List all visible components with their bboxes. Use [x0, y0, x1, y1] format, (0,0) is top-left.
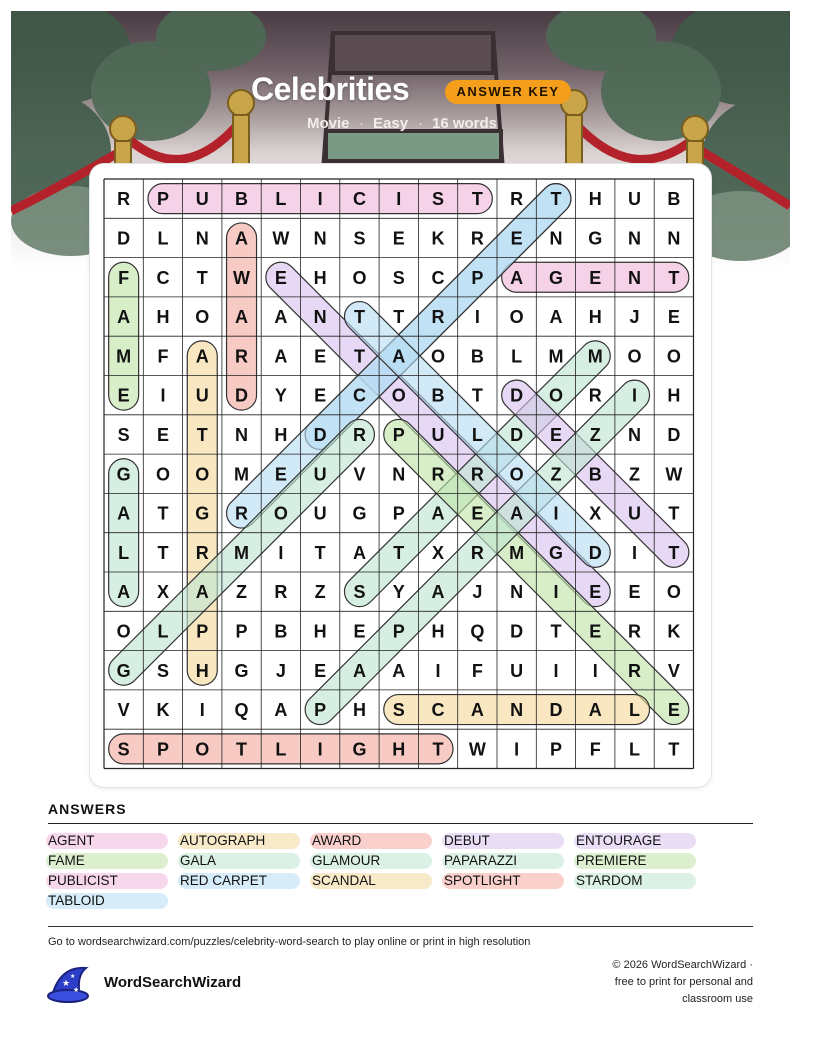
answer-word	[180, 852, 300, 869]
grid-letter[interactable]: N	[313, 228, 327, 249]
grid-letter[interactable]: R	[588, 385, 602, 406]
grid-letter[interactable]: O	[195, 464, 210, 485]
grid-letter[interactable]: G	[352, 739, 367, 760]
grid-letter[interactable]: R	[352, 424, 366, 445]
grid-letter[interactable]: B	[588, 464, 602, 485]
grid-letter[interactable]: V	[667, 660, 680, 681]
grid-letter[interactable]: I	[553, 503, 559, 524]
grid-letter[interactable]: H	[313, 267, 327, 288]
grid-letter[interactable]: T	[196, 424, 208, 445]
grid-letter[interactable]: I	[553, 660, 559, 681]
grid-letter[interactable]: C	[156, 267, 170, 288]
grid-letter[interactable]: I	[514, 739, 520, 760]
grid-letter[interactable]: E	[314, 660, 327, 681]
grid-letter[interactable]: E	[549, 424, 562, 445]
grid-letter[interactable]: H	[352, 700, 366, 721]
grid-letter[interactable]: J	[472, 582, 483, 603]
answer-word	[180, 832, 300, 849]
grid-letter[interactable]: U	[195, 385, 209, 406]
grid-letter[interactable]: T	[393, 307, 405, 328]
grid-letter[interactable]: N	[628, 424, 642, 445]
grid-letter[interactable]: W	[272, 228, 290, 249]
grid-letter[interactable]: X	[156, 582, 169, 603]
grid-letter[interactable]: F	[157, 346, 169, 367]
grid-letter[interactable]: Y	[274, 385, 287, 406]
grid-letter[interactable]: H	[274, 424, 288, 445]
grid-letter[interactable]: I	[199, 700, 205, 721]
grid-letter[interactable]: O	[195, 307, 210, 328]
grid-letter[interactable]: O	[273, 503, 288, 524]
grid-letter[interactable]: D	[235, 385, 249, 406]
grid-letter[interactable]: E	[392, 228, 405, 249]
divider	[48, 823, 753, 824]
page-title: Celebrities	[251, 71, 410, 107]
grid-letter[interactable]: G	[234, 660, 249, 681]
grid-letter[interactable]: E	[117, 385, 130, 406]
grid-letter[interactable]: O	[431, 346, 446, 367]
grid-letter[interactable]: H	[392, 739, 406, 760]
copyright-line: © 2026 WordSearchWizard ·	[612, 959, 753, 971]
grid-letter[interactable]: F	[589, 739, 601, 760]
grid-letter[interactable]: O	[548, 385, 563, 406]
grid-letter[interactable]: U	[431, 424, 445, 445]
grid-letter[interactable]: O	[155, 464, 170, 485]
grid-letter[interactable]: A	[274, 307, 288, 328]
grid-letter[interactable]: A	[392, 660, 406, 681]
grid-letter[interactable]: J	[629, 307, 640, 328]
grid-letter[interactable]: H	[431, 621, 445, 642]
grid-letter[interactable]: S	[117, 739, 130, 760]
grid-letter[interactable]: H	[156, 307, 170, 328]
answer-word	[444, 852, 564, 869]
grid-letter[interactable]: E	[156, 424, 169, 445]
grid-letter[interactable]: Z	[550, 464, 562, 485]
grid-letter[interactable]: Q	[234, 700, 249, 721]
meta-category: Movie	[307, 115, 350, 132]
answer-label: PREMIERE	[576, 853, 647, 868]
grid-letter[interactable]: U	[313, 464, 327, 485]
grid-letter[interactable]: H	[588, 307, 602, 328]
meta-separator: ·	[418, 115, 423, 132]
grid-letter[interactable]: A	[352, 660, 366, 681]
grid-letter[interactable]: H	[588, 189, 602, 210]
answer-label: DEBUT	[444, 833, 490, 848]
grid-letter[interactable]: T	[668, 542, 680, 563]
grid-letter[interactable]: L	[275, 739, 287, 760]
grid-letter[interactable]: R	[431, 307, 445, 328]
grid-letter[interactable]: P	[196, 621, 209, 642]
grid-letter[interactable]: L	[157, 621, 169, 642]
grid-letter[interactable]: N	[392, 464, 406, 485]
grid-letter[interactable]: P	[549, 739, 562, 760]
grid-letter[interactable]: T	[393, 542, 405, 563]
letter-layer	[116, 189, 682, 759]
grid-letter[interactable]: T	[432, 739, 444, 760]
grid-letter[interactable]: W	[233, 267, 251, 288]
grid-letter[interactable]: D	[510, 621, 524, 642]
grid-letter[interactable]: E	[314, 385, 327, 406]
answer-label: ENTOURAGE	[576, 833, 662, 848]
grid-letter[interactable]: W	[468, 739, 486, 760]
answer-word	[312, 872, 432, 889]
grid-letter[interactable]: T	[314, 542, 326, 563]
grid-letter[interactable]: T	[157, 542, 169, 563]
grid-letter[interactable]: R	[510, 189, 524, 210]
grid-letter[interactable]: A	[117, 307, 131, 328]
grid-letter[interactable]: D	[588, 542, 602, 563]
grid-letter[interactable]: I	[632, 385, 638, 406]
grid-letter[interactable]: A	[117, 582, 131, 603]
grid-letter[interactable]: O	[666, 346, 681, 367]
grid-letter[interactable]: I	[317, 189, 323, 210]
grid-letter[interactable]: U	[195, 189, 209, 210]
grid-letter[interactable]: G	[548, 542, 563, 563]
grid-letter[interactable]: P	[392, 621, 405, 642]
grid-letter[interactable]: L	[511, 346, 523, 367]
grid-letter[interactable]: T	[157, 503, 169, 524]
grid-letter[interactable]: M	[509, 542, 525, 563]
answer-label: GLAMOUR	[312, 853, 381, 868]
grid-letter[interactable]: T	[668, 267, 680, 288]
grid-letter[interactable]: T	[471, 385, 483, 406]
grid-letter[interactable]: Q	[470, 621, 485, 642]
grid-letter[interactable]: A	[588, 700, 602, 721]
grid-letter[interactable]: U	[628, 503, 642, 524]
grid-letter[interactable]: T	[550, 189, 562, 210]
copyright-notice	[573, 957, 753, 1008]
grid-letter[interactable]: N	[628, 267, 642, 288]
copyright-line: classroom use	[682, 993, 753, 1005]
grid-letter[interactable]: R	[628, 660, 642, 681]
answer-label: GALA	[180, 853, 217, 868]
answer-key-badge: ANSWER KEY	[445, 80, 571, 104]
grid-letter[interactable]: R	[628, 621, 642, 642]
grid-letter[interactable]: V	[353, 464, 366, 485]
grid-letter[interactable]: T	[353, 346, 365, 367]
grid-letter[interactable]: R	[274, 582, 288, 603]
grid-letter[interactable]: P	[156, 739, 169, 760]
meta-word-count: 16 words	[432, 115, 498, 132]
grid-letter[interactable]: A	[195, 346, 209, 367]
grid-letter[interactable]: R	[470, 228, 484, 249]
grid-letter[interactable]: Z	[589, 424, 601, 445]
grid-letter[interactable]: E	[589, 582, 602, 603]
grid-letter[interactable]: S	[353, 228, 366, 249]
grid-letter[interactable]: T	[236, 739, 248, 760]
grid-letter[interactable]: H	[195, 660, 209, 681]
grid-letter[interactable]: A	[431, 503, 445, 524]
grid-letter[interactable]: F	[118, 267, 130, 288]
grid-letter[interactable]: S	[432, 189, 445, 210]
grid-letter[interactable]: E	[353, 621, 366, 642]
grid-letter[interactable]: M	[587, 346, 603, 367]
grid-letter[interactable]: G	[588, 228, 603, 249]
svg-text:★: ★	[70, 973, 76, 980]
divider	[48, 926, 753, 927]
grid-letter[interactable]: P	[471, 267, 484, 288]
answers-list	[48, 832, 753, 914]
answer-word	[312, 832, 432, 849]
grid-letter[interactable]: A	[431, 582, 445, 603]
answer-label: TABLOID	[48, 893, 105, 908]
grid-letter[interactable]: R	[431, 464, 445, 485]
grid-letter[interactable]: M	[234, 464, 250, 485]
grid-letter[interactable]: A	[235, 307, 249, 328]
grid-letter[interactable]: C	[352, 385, 366, 406]
answer-word	[444, 872, 564, 889]
answer-word	[180, 872, 300, 889]
grid-letter[interactable]: X	[589, 503, 602, 524]
grid-letter[interactable]: N	[313, 307, 327, 328]
grid-letter[interactable]: T	[668, 739, 680, 760]
grid-letter[interactable]: S	[392, 267, 405, 288]
grid-letter[interactable]: R	[470, 464, 484, 485]
answer-label: AWARD	[312, 833, 362, 848]
grid-letter[interactable]: E	[510, 228, 523, 249]
grid-letter[interactable]: S	[117, 424, 130, 445]
grid-letter[interactable]: U	[628, 189, 642, 210]
answer-word	[48, 832, 168, 849]
grid-letter[interactable]: R	[117, 189, 131, 210]
grid-letter[interactable]: D	[510, 424, 524, 445]
grid-letter[interactable]: E	[667, 700, 680, 721]
grid-letter[interactable]: L	[157, 228, 169, 249]
grid-letter[interactable]: O	[627, 346, 642, 367]
grid-letter[interactable]: B	[274, 621, 288, 642]
grid-letter[interactable]: H	[667, 385, 681, 406]
grid-letter[interactable]: I	[474, 307, 480, 328]
grid-letter[interactable]: O	[352, 267, 367, 288]
answer-word	[576, 832, 696, 849]
grid-letter[interactable]: C	[352, 189, 366, 210]
answer-label: SPOTLIGHT	[444, 873, 521, 888]
grid-letter[interactable]: R	[195, 542, 209, 563]
grid-letter[interactable]: T	[471, 189, 483, 210]
answer-word	[48, 872, 168, 889]
grid-letter[interactable]: A	[510, 267, 524, 288]
grid-letter[interactable]: N	[235, 424, 249, 445]
grid-letter[interactable]: I	[435, 660, 441, 681]
grid-letter[interactable]: Z	[629, 464, 641, 485]
grid-letter[interactable]: A	[274, 346, 288, 367]
grid-letter[interactable]: I	[396, 189, 402, 210]
grid-letter[interactable]: N	[510, 582, 524, 603]
answer-word	[576, 852, 696, 869]
answer-word	[48, 852, 168, 869]
grid-letter[interactable]: B	[667, 189, 681, 210]
grid-letter[interactable]: K	[667, 621, 681, 642]
grid-letter[interactable]: G	[195, 503, 210, 524]
grid-letter[interactable]: E	[628, 582, 641, 603]
grid-letter[interactable]: R	[470, 542, 484, 563]
answers-heading: ANSWERS	[48, 801, 127, 817]
grid-letter[interactable]: O	[509, 464, 524, 485]
grid-letter[interactable]: M	[234, 542, 250, 563]
grid-letter[interactable]: C	[431, 700, 445, 721]
grid-letter[interactable]: D	[117, 228, 131, 249]
grid-letter[interactable]: Y	[392, 582, 405, 603]
copyright-line: free to print for personal and	[614, 976, 753, 988]
grid-letter[interactable]: M	[116, 346, 132, 367]
footer-link-text[interactable]: Go to wordsearchwizard.com/puzzles/celebrity-word-search to play online or print in high resolution	[48, 936, 531, 948]
brand-name: WordSearchWizard	[104, 974, 242, 991]
answer-label: PUBLICIST	[48, 873, 118, 888]
grid-letter[interactable]: P	[235, 621, 248, 642]
grid-letter[interactable]: N	[549, 228, 563, 249]
grid-letter[interactable]: U	[510, 660, 524, 681]
answer-label: SCANDAL	[312, 873, 376, 888]
grid-letter[interactable]: A	[274, 700, 288, 721]
grid-letter[interactable]: O	[666, 582, 681, 603]
grid-letter[interactable]: I	[592, 660, 598, 681]
grid-letter[interactable]: L	[629, 700, 641, 721]
answer-label: AUTOGRAPH	[180, 833, 266, 848]
grid-letter[interactable]: C	[431, 267, 445, 288]
grid-letter[interactable]: D	[667, 424, 681, 445]
grid-letter[interactable]: Z	[314, 582, 326, 603]
grid-letter[interactable]: X	[432, 542, 445, 563]
grid-letter[interactable]: O	[116, 621, 131, 642]
grid-letter[interactable]: E	[314, 346, 327, 367]
svg-text:★: ★	[62, 979, 71, 989]
grid-letter[interactable]: E	[589, 621, 602, 642]
grid-letter[interactable]: R	[235, 503, 249, 524]
grid-letter[interactable]: A	[549, 307, 563, 328]
answer-label: FAME	[48, 853, 85, 868]
grid-letter[interactable]: G	[116, 660, 131, 681]
wizard-hat-icon	[46, 962, 94, 1006]
grid-letter[interactable]: N	[628, 228, 642, 249]
grid-letter[interactable]: B	[431, 385, 445, 406]
grid-letter[interactable]: I	[632, 542, 638, 563]
grid-letter[interactable]: D	[510, 385, 524, 406]
grid-letter[interactable]: I	[317, 739, 323, 760]
grid-letter[interactable]: M	[548, 346, 564, 367]
grid-letter[interactable]: L	[118, 542, 130, 563]
grid-letter[interactable]: P	[156, 189, 169, 210]
answer-label: RED CARPET	[180, 873, 268, 888]
grid-letter[interactable]: G	[116, 464, 131, 485]
grid-letter[interactable]: G	[548, 267, 563, 288]
grid-letter[interactable]: S	[392, 700, 405, 721]
grid-letter[interactable]: E	[589, 267, 602, 288]
grid-letter[interactable]: P	[314, 700, 327, 721]
svg-text:★: ★	[73, 986, 80, 994]
grid-letter[interactable]: L	[275, 189, 287, 210]
grid-letter[interactable]: T	[668, 503, 680, 524]
grid-letter[interactable]: U	[313, 503, 327, 524]
answer-word	[444, 832, 564, 849]
grid-letter[interactable]: J	[275, 660, 286, 681]
grid-letter[interactable]: N	[510, 700, 524, 721]
grid-letter[interactable]: T	[196, 267, 208, 288]
grid-letter[interactable]: L	[471, 424, 483, 445]
answer-word	[312, 852, 432, 869]
grid-letter[interactable]: V	[117, 700, 130, 721]
grid-letter[interactable]: D	[549, 700, 563, 721]
grid-letter[interactable]: P	[392, 503, 405, 524]
grid-letter[interactable]: A	[195, 582, 209, 603]
grid-letter[interactable]: O	[391, 385, 406, 406]
grid-letter[interactable]: L	[629, 739, 641, 760]
grid-letter[interactable]: O	[509, 307, 524, 328]
grid-letter[interactable]: N	[195, 228, 209, 249]
answer-word	[48, 892, 168, 909]
grid-letter[interactable]: W	[665, 464, 683, 485]
grid-letter[interactable]: I	[278, 542, 284, 563]
meta-separator: ·	[359, 115, 364, 132]
grid-letter[interactable]: A	[352, 542, 366, 563]
grid-letter[interactable]: H	[313, 621, 327, 642]
grid-letter[interactable]: T	[550, 621, 562, 642]
grid-letter[interactable]: A	[117, 503, 131, 524]
grid-letter[interactable]: R	[235, 346, 249, 367]
grid-letter[interactable]: S	[156, 660, 169, 681]
answer-word	[576, 872, 696, 889]
grid-letter[interactable]: A	[392, 346, 406, 367]
grid-letter[interactable]: E	[274, 267, 287, 288]
grid-letter[interactable]: T	[353, 307, 365, 328]
meta-difficulty: Easy	[373, 115, 409, 132]
grid-letter[interactable]: N	[667, 228, 681, 249]
grid-letter[interactable]: G	[352, 503, 367, 524]
grid-letter[interactable]: A	[470, 700, 484, 721]
grid-letter[interactable]: B	[470, 346, 484, 367]
grid-letter[interactable]: F	[471, 660, 483, 681]
grid-letter[interactable]: E	[471, 503, 484, 524]
grid-letter[interactable]: E	[667, 307, 680, 328]
answer-label: PAPARAZZI	[444, 853, 518, 868]
grid-letter[interactable]: Z	[236, 582, 248, 603]
grid-letter[interactable]: I	[553, 582, 559, 603]
grid-letter[interactable]: D	[313, 424, 327, 445]
grid-letter[interactable]: B	[235, 189, 249, 210]
grid-letter[interactable]: O	[195, 739, 210, 760]
grid-letter[interactable]: A	[235, 228, 249, 249]
grid-letter[interactable]: K	[156, 700, 170, 721]
answer-label: AGENT	[48, 833, 95, 848]
grid-letter[interactable]: A	[510, 503, 524, 524]
grid-letter[interactable]: S	[353, 582, 366, 603]
grid-letter[interactable]: I	[160, 385, 166, 406]
grid-letter[interactable]: K	[431, 228, 445, 249]
grid-letter[interactable]: P	[392, 424, 405, 445]
answer-label: STARDOM	[576, 873, 643, 888]
grid-letter[interactable]: E	[274, 464, 287, 485]
